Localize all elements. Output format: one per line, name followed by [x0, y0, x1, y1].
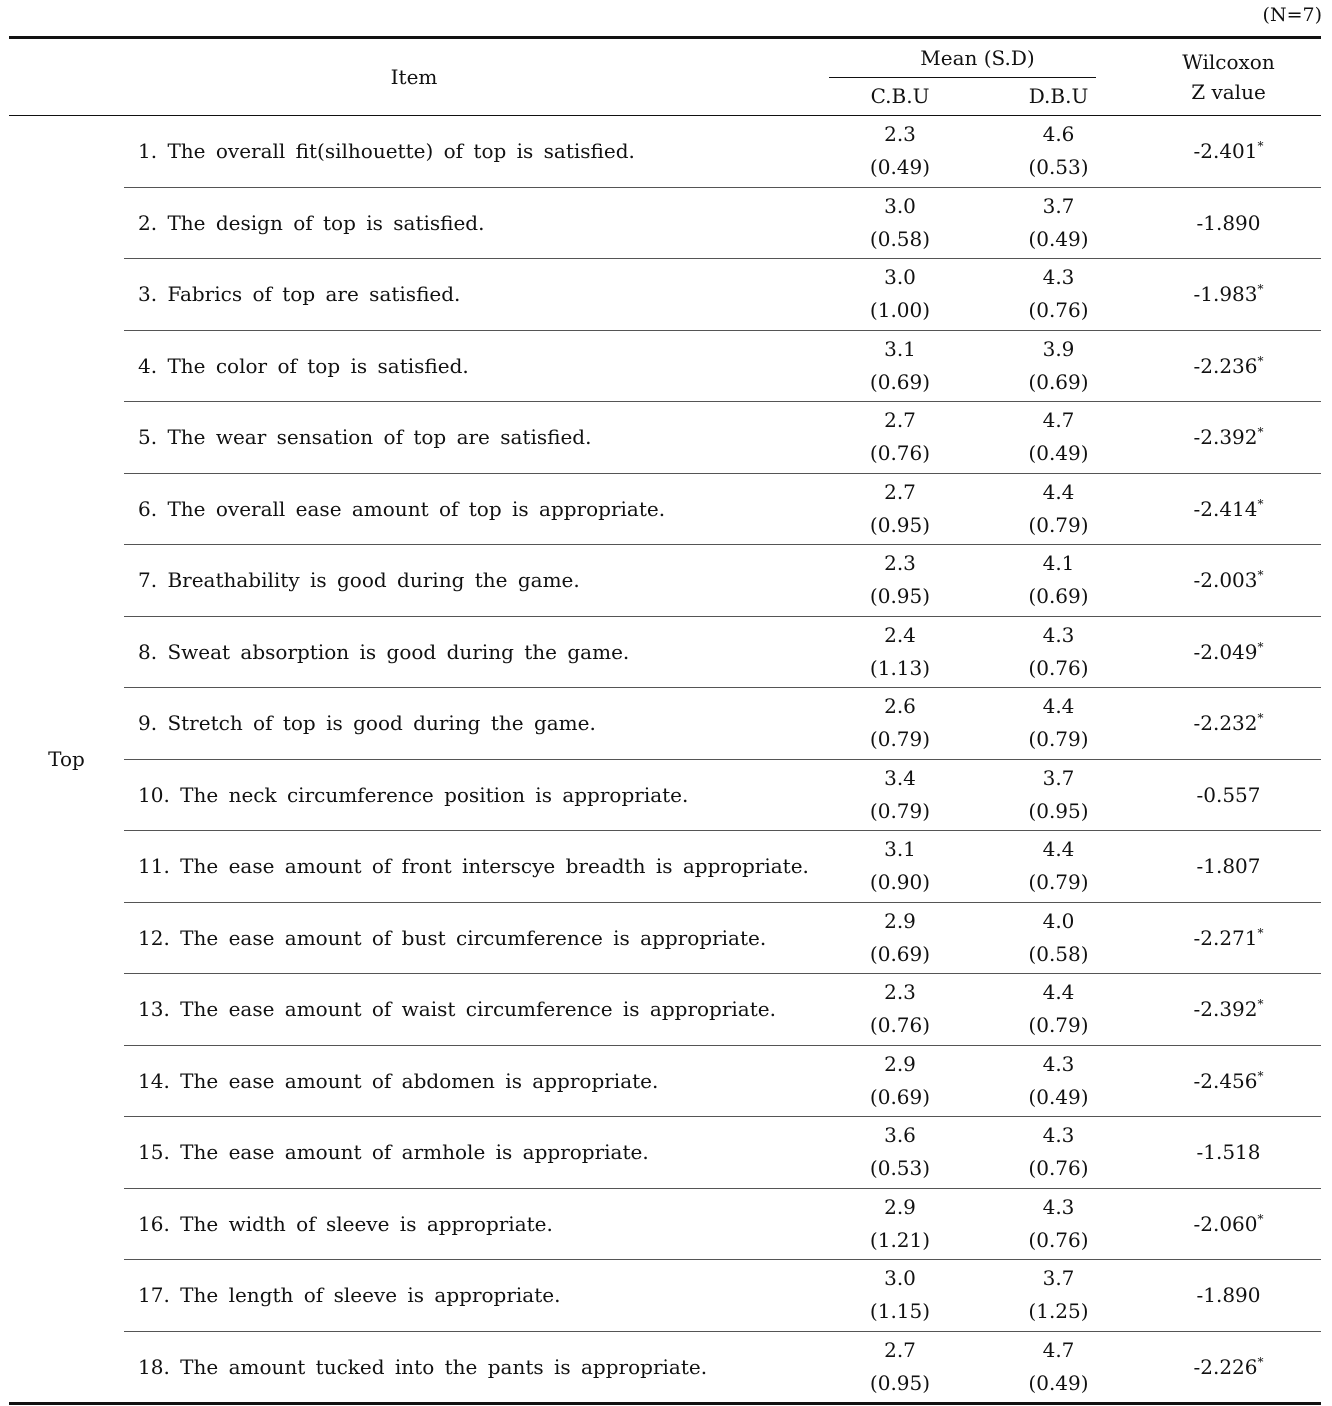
z-value: -2.392 — [1193, 997, 1258, 1022]
dbu-sd: (0.79) — [1028, 1013, 1089, 1038]
table-row — [9, 759, 1321, 831]
table-row — [9, 402, 1321, 474]
dbu-mean: 4.4 — [1042, 479, 1075, 504]
mean-sd-underline — [829, 77, 1096, 78]
cbu-mean: 3.1 — [884, 336, 916, 361]
category-label: Top — [9, 116, 124, 1404]
cbu-mean: 2.3 — [884, 551, 916, 576]
dbu-cell — [981, 974, 1136, 1046]
item-text: 8. Sweat absorption is good during the game. — [124, 616, 819, 688]
dbu-sd: (0.76) — [1028, 298, 1089, 323]
cbu-sd: (1.00) — [869, 298, 931, 323]
cbu-sd: (0.76) — [869, 441, 931, 466]
wilcoxon-header — [1136, 38, 1321, 116]
wilcoxon-cell — [1136, 688, 1321, 760]
cbu-cell — [819, 330, 981, 402]
cbu-cell — [819, 545, 981, 617]
dbu-cell — [981, 330, 1136, 402]
dbu-mean: 4.3 — [1042, 622, 1075, 647]
table-body — [9, 116, 1321, 1404]
dbu-cell — [981, 402, 1136, 474]
dbu-mean: 3.7 — [1042, 1266, 1075, 1291]
table-row — [9, 1188, 1321, 1260]
wilcoxon-cell — [1136, 1117, 1321, 1189]
dbu-cell — [981, 831, 1136, 903]
wilcoxon-cell — [1136, 473, 1321, 545]
dbu-cell — [981, 187, 1136, 259]
cbu-sd: (0.90) — [869, 870, 931, 895]
dbu-cell — [981, 616, 1136, 688]
dbu-mean: 4.7 — [1042, 408, 1075, 433]
cbu-cell — [819, 1045, 981, 1117]
cbu-mean: 2.3 — [884, 980, 916, 1005]
dbu-mean: 4.6 — [1042, 122, 1075, 147]
item-text: 3. Fabrics of top are satisfied. — [124, 259, 819, 331]
z-value: -2.049 — [1193, 639, 1258, 664]
item-text: 5. The wear sensation of top are satisfied. — [124, 402, 819, 474]
wilcoxon-cell — [1136, 616, 1321, 688]
significance-mark: * — [1257, 711, 1264, 726]
dbu-sd: (0.69) — [1028, 369, 1089, 394]
wilcoxon-header-line1: Wilcoxon — [1182, 50, 1275, 74]
wilcoxon-cell — [1136, 974, 1321, 1046]
significance-mark: * — [1257, 353, 1264, 368]
wilcoxon-cell — [1136, 402, 1321, 474]
table-row — [9, 1045, 1321, 1117]
z-value: -1.518 — [1196, 1140, 1261, 1165]
wilcoxon-cell — [1136, 330, 1321, 402]
cbu-mean: 2.9 — [884, 908, 916, 933]
dbu-cell — [981, 259, 1136, 331]
z-value: -2.236 — [1193, 353, 1258, 378]
dbu-sd: (0.49) — [1028, 441, 1089, 466]
table-row — [9, 1331, 1321, 1404]
significance-mark: * — [1257, 1068, 1264, 1083]
dbu-mean: 4.4 — [1042, 694, 1075, 719]
results-table — [9, 36, 1321, 1405]
wilcoxon-cell — [1136, 1045, 1321, 1117]
significance-mark: * — [1257, 925, 1264, 940]
table-row — [9, 116, 1321, 188]
table-row — [9, 902, 1321, 974]
dbu-mean: 3.7 — [1042, 765, 1075, 790]
table-row — [9, 1117, 1321, 1189]
item-text: 11. The ease amount of front interscye breadth is appropriate. — [124, 831, 819, 903]
cbu-mean: 3.0 — [884, 1266, 916, 1291]
item-text: 14. The ease amount of abdomen is appropriate. — [124, 1045, 819, 1117]
cbu-cell — [819, 402, 981, 474]
dbu-sd: (0.79) — [1028, 512, 1089, 537]
significance-mark: * — [1257, 425, 1264, 440]
wilcoxon-cell — [1136, 1331, 1321, 1404]
cbu-sd: (1.13) — [869, 655, 931, 680]
table-row — [9, 974, 1321, 1046]
wilcoxon-cell — [1136, 187, 1321, 259]
cbu-cell — [819, 688, 981, 760]
cbu-sd: (0.49) — [869, 155, 931, 180]
dbu-cell — [981, 1331, 1136, 1404]
z-value: -1.890 — [1196, 1283, 1261, 1308]
cbu-sd: (0.69) — [869, 1084, 931, 1109]
z-value: -2.456 — [1193, 1068, 1258, 1093]
dbu-cell — [981, 116, 1136, 188]
item-text: 17. The length of sleeve is appropriate. — [124, 1260, 819, 1332]
z-value: -2.401 — [1193, 139, 1258, 164]
dbu-mean: 4.3 — [1042, 1051, 1075, 1076]
z-value: -2.232 — [1193, 711, 1258, 736]
cbu-sd: (0.69) — [869, 941, 931, 966]
dbu-cell — [981, 1260, 1136, 1332]
dbu-sd: (0.76) — [1028, 1156, 1089, 1181]
item-text: 18. The amount tucked into the pants is appropriate. — [124, 1331, 819, 1404]
wilcoxon-cell — [1136, 1260, 1321, 1332]
cbu-cell — [819, 1331, 981, 1404]
significance-mark: * — [1257, 1354, 1264, 1369]
dbu-mean: 4.3 — [1042, 1123, 1075, 1148]
cbu-cell — [819, 473, 981, 545]
table-row — [9, 330, 1321, 402]
mean-sd-header — [819, 38, 1136, 78]
cbu-cell — [819, 1260, 981, 1332]
z-value: -2.271 — [1193, 925, 1258, 950]
dbu-sd: (0.49) — [1028, 1370, 1089, 1395]
cbu-cell — [819, 831, 981, 903]
cbu-cell — [819, 759, 981, 831]
table-row — [9, 616, 1321, 688]
item-text: 2. The design of top is satisfied. — [124, 187, 819, 259]
dbu-cell — [981, 473, 1136, 545]
cbu-sd: (0.53) — [869, 1156, 931, 1181]
cbu-sd: (1.15) — [869, 1299, 931, 1324]
dbu-sd: (0.69) — [1028, 584, 1089, 609]
cbu-cell — [819, 116, 981, 188]
cbu-cell — [819, 259, 981, 331]
dbu-cell — [981, 1045, 1136, 1117]
wilcoxon-header-line2: Z value — [1191, 80, 1266, 104]
cbu-mean: 2.4 — [884, 622, 916, 647]
cbu-mean: 2.7 — [884, 408, 916, 433]
wilcoxon-cell — [1136, 759, 1321, 831]
dbu-sd: (0.49) — [1028, 226, 1089, 251]
dbu-sd: (1.25) — [1028, 1299, 1089, 1324]
cbu-mean: 2.7 — [884, 479, 916, 504]
dbu-sd: (0.95) — [1028, 798, 1089, 823]
z-value: -1.807 — [1196, 854, 1261, 879]
dbu-mean: 4.1 — [1042, 551, 1075, 576]
item-text: 10. The neck circumference position is appropriate. — [124, 759, 819, 831]
cbu-cell — [819, 1117, 981, 1189]
dbu-cell — [981, 902, 1136, 974]
cbu-sd: (0.69) — [869, 369, 931, 394]
cbu-mean: 3.0 — [884, 193, 916, 218]
dbu-mean: 3.7 — [1042, 193, 1075, 218]
z-value: -2.414 — [1193, 496, 1258, 521]
z-value: -2.226 — [1193, 1354, 1258, 1379]
dbu-sd: (0.58) — [1028, 941, 1089, 966]
dbu-mean: 4.3 — [1042, 1194, 1075, 1219]
z-value: -2.060 — [1193, 1211, 1258, 1236]
dbu-sd: (0.79) — [1028, 727, 1089, 752]
significance-mark: * — [1257, 568, 1264, 583]
dbu-mean: 4.7 — [1042, 1337, 1075, 1362]
dbu-sd: (0.49) — [1028, 1084, 1089, 1109]
item-text: 4. The color of top is satisfied. — [124, 330, 819, 402]
z-value: -2.003 — [1193, 568, 1258, 593]
cbu-mean: 3.4 — [884, 765, 916, 790]
cbu-header: C.B.U — [819, 77, 981, 116]
item-text: 15. The ease amount of armhole is appropriate. — [124, 1117, 819, 1189]
z-value: -1.890 — [1196, 210, 1261, 235]
item-text: 7. Breathability is good during the game. — [124, 545, 819, 617]
item-text: 6. The overall ease amount of top is appropriate. — [124, 473, 819, 545]
item-text: 9. Stretch of top is good during the game. — [124, 688, 819, 760]
cbu-cell — [819, 902, 981, 974]
dbu-cell — [981, 1188, 1136, 1260]
significance-mark: * — [1257, 139, 1264, 154]
cbu-cell — [819, 1188, 981, 1260]
significance-mark: * — [1257, 997, 1264, 1012]
cbu-mean: 2.3 — [884, 122, 916, 147]
table-row — [9, 688, 1321, 760]
table-row — [9, 187, 1321, 259]
item-text: 1. The overall fit(silhouette) of top is satisfied. — [124, 116, 819, 188]
table-row — [9, 473, 1321, 545]
significance-mark: * — [1257, 496, 1264, 511]
wilcoxon-cell — [1136, 902, 1321, 974]
cbu-mean: 2.9 — [884, 1051, 916, 1076]
cbu-mean: 2.9 — [884, 1194, 916, 1219]
cbu-cell — [819, 974, 981, 1046]
cbu-sd: (0.95) — [869, 1370, 931, 1395]
dbu-cell — [981, 545, 1136, 617]
dbu-sd: (0.76) — [1028, 655, 1089, 680]
cbu-sd: (0.79) — [869, 798, 931, 823]
cbu-cell — [819, 187, 981, 259]
significance-mark: * — [1257, 1211, 1264, 1226]
dbu-mean: 4.4 — [1042, 980, 1075, 1005]
cbu-sd: (0.76) — [869, 1013, 931, 1038]
wilcoxon-cell — [1136, 1188, 1321, 1260]
cbu-mean: 3.1 — [884, 837, 916, 862]
dbu-mean: 4.4 — [1042, 837, 1075, 862]
mean-sd-header-label: Mean (S.D) — [920, 46, 1035, 70]
table-header — [9, 38, 1321, 116]
table-row — [9, 1260, 1321, 1332]
dbu-mean: 4.3 — [1042, 265, 1075, 290]
table-row — [9, 259, 1321, 331]
cbu-sd: (0.79) — [869, 727, 931, 752]
item-text: 12. The ease amount of bust circumference is appropriate. — [124, 902, 819, 974]
cbu-sd: (0.58) — [869, 226, 931, 251]
item-text: 13. The ease amount of waist circumference is appropriate. — [124, 974, 819, 1046]
wilcoxon-cell — [1136, 545, 1321, 617]
wilcoxon-cell — [1136, 259, 1321, 331]
dbu-sd: (0.53) — [1028, 155, 1089, 180]
cbu-mean: 3.6 — [884, 1123, 916, 1148]
table-row — [9, 831, 1321, 903]
significance-mark: * — [1257, 639, 1264, 654]
z-value: -2.392 — [1193, 425, 1258, 450]
sample-size-note: (N=7) — [1262, 4, 1322, 26]
dbu-sd: (0.79) — [1028, 870, 1089, 895]
dbu-cell — [981, 1117, 1136, 1189]
cbu-mean: 2.7 — [884, 1337, 916, 1362]
cbu-cell — [819, 616, 981, 688]
item-text: 16. The width of sleeve is appropriate. — [124, 1188, 819, 1260]
wilcoxon-cell — [1136, 831, 1321, 903]
z-value: -0.557 — [1196, 782, 1261, 807]
dbu-header: D.B.U — [981, 77, 1136, 116]
dbu-cell — [981, 759, 1136, 831]
dbu-mean: 3.9 — [1042, 336, 1075, 361]
cbu-sd: (1.21) — [869, 1227, 931, 1252]
dbu-mean: 4.0 — [1042, 908, 1075, 933]
table-row — [9, 545, 1321, 617]
cbu-sd: (0.95) — [869, 584, 931, 609]
cbu-mean: 2.6 — [884, 694, 916, 719]
z-value: -1.983 — [1193, 282, 1258, 307]
item-header: Item — [9, 38, 819, 116]
dbu-sd: (0.76) — [1028, 1227, 1089, 1252]
cbu-mean: 3.0 — [884, 265, 916, 290]
dbu-cell — [981, 688, 1136, 760]
cbu-sd: (0.95) — [869, 512, 931, 537]
wilcoxon-cell — [1136, 116, 1321, 188]
significance-mark: * — [1257, 282, 1264, 297]
